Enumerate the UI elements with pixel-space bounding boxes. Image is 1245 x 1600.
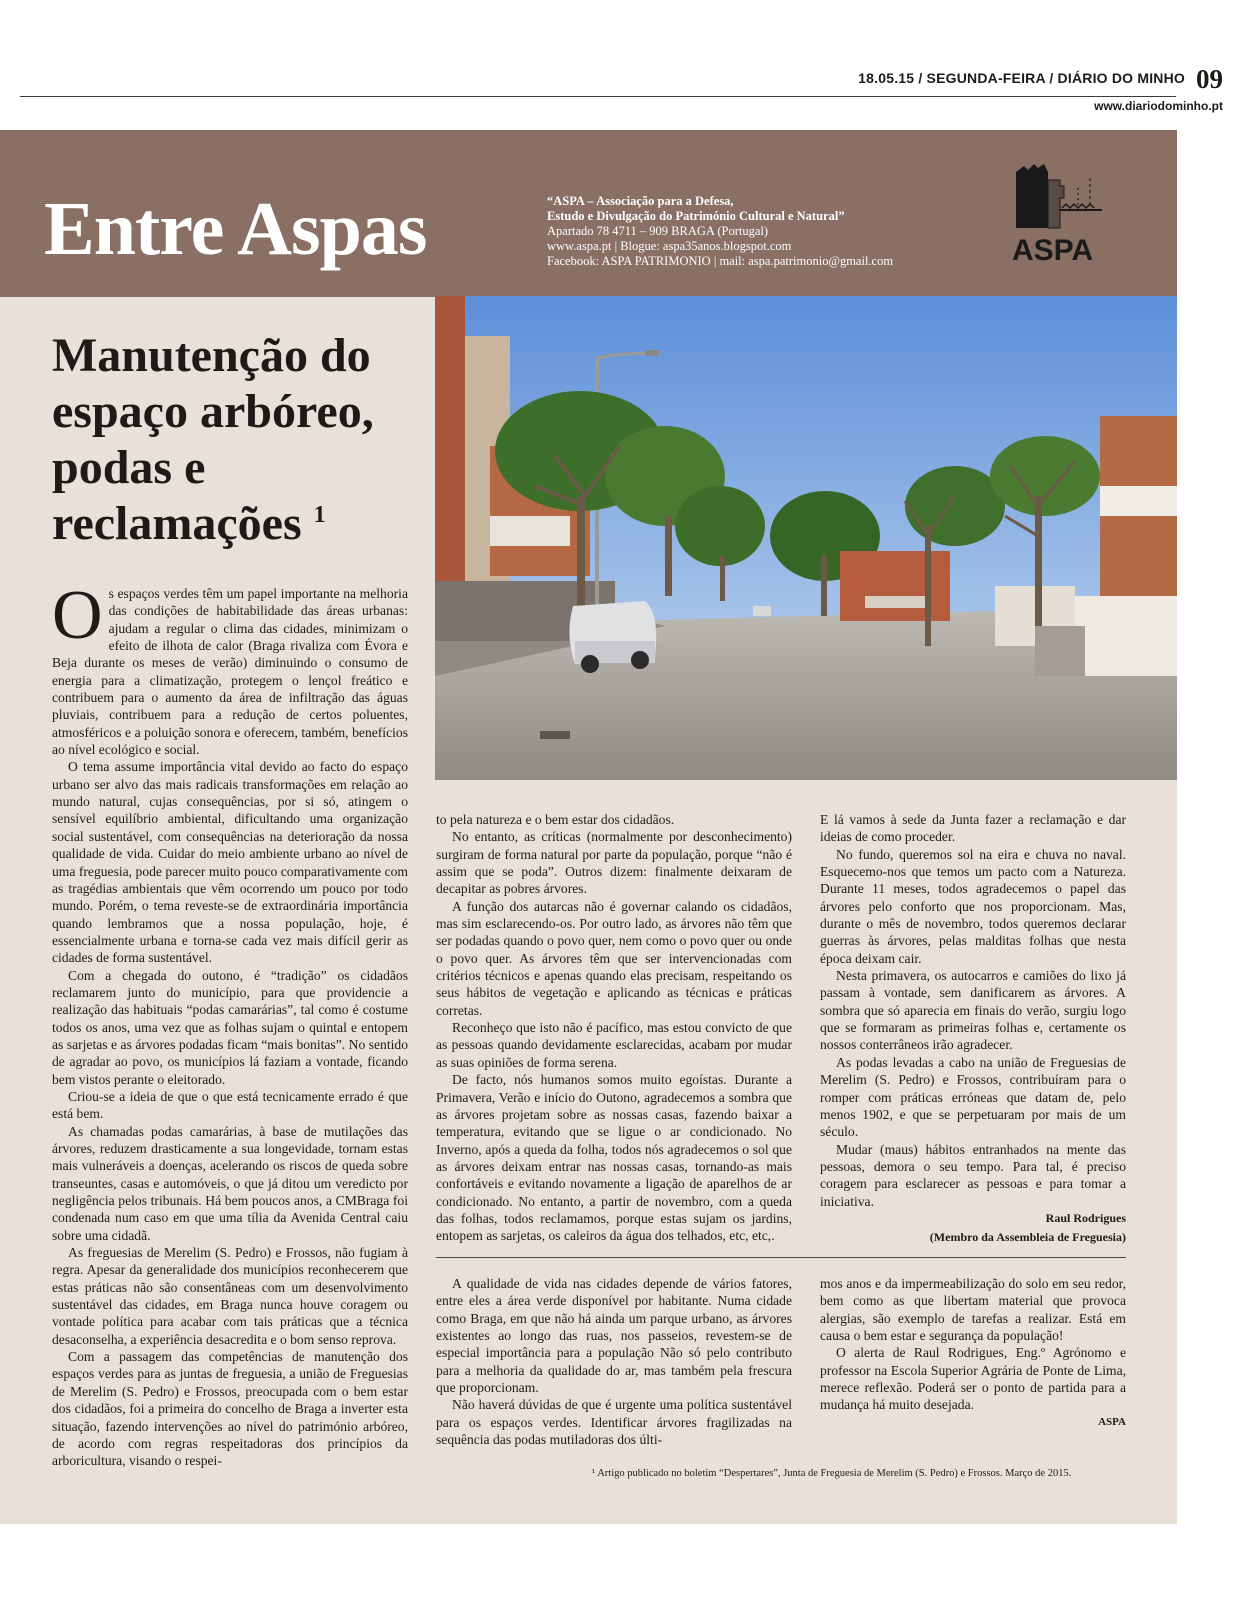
article-column-3 <box>820 811 1126 1247</box>
page-number: 09 <box>1196 64 1223 94</box>
author-name: Raul Rodrigues <box>1045 1210 1126 1225</box>
article-paragraph: As freguesias de Merelim (S. Pedro) e Frossos, não fugiam à regra. Apesar da generalidade dos municípios reconhecerem que estas práticas não são consentâneas com um desenvolvimento sustentável das cidades, em Braga nunca houve coragem ou vontade política para acabar com tais práticas que a técnica desaconselha, a experiência desacredita e o bom senso reprova. <box>52 1245 408 1347</box>
note-paragraph: A qualidade de vida nas cidades depende de vários fatores, entre eles a área verde disponível por habitante. Numa cidade como Braga, em que não há ainda um parque urbano, as árvores existentes ao longo das ruas, nos passeios, revestem-se de especial importância para a população Não só pelo contributo para a melhoria da qualidade do ar, mas também pela frescura que proporcionam. <box>436 1276 792 1396</box>
drop-cap: O <box>52 577 103 654</box>
issue-meta: 18.05.15 / SEGUNDA-FEIRA / DIÁRIO DO MINHO <box>858 70 1185 86</box>
org-address: Apartado 78 4711 – 909 BRAGA (Portugal) <box>547 224 769 238</box>
author-role: (Membro da Assembleia de Freguesia) <box>929 1230 1126 1245</box>
article-paragraph: No entanto, as críticas (normalmente por desconhecimento) surgiram de forma natural por parte da população, porque “não é assim que se poda”. Outros dizem: finalmente deixaram de decapitar as pobres árvores. <box>436 829 792 897</box>
article-paragraph: O tema assume importância vital devido ao facto do espaço urbano ser alvo das mais radicais transformações em relação ao mundo natural, cujas consequências, por si só, atingem o sensível equilíbrio ambiental, dificultando uma organização social sustentável, com consequências na deterioração da nossa qualidade de vida. Cuidar do meio ambiente urbano ao nível de uma freguesia, pode parecer muito pouco comparativamente com as tragédias ambientais que vêm ocorrendo um pouco por todo mundo. Porém, o tema reveste-se de extraordinária importância quando lembramos que a nossa população, hoje, é essencialmente urbana e torna-se cada vez mais difícil gerir as cidades de forma sustentável. <box>52 759 408 966</box>
article-paragraph: Com a chegada do outono, é “tradição” os cidadãos reclamarem junto do município, para que providencie a realização das habituais “podas camarárias”, tal como é costume todos os anos, uma vez que as folhas sujam o quintal e entopem as sarjetas e as árvores podadas ficam “mais bonitas”. No sentido de agradar ao povo, os municípios lá faziam a vontade, ficando bem vistos perante o eleitorado. <box>52 967 408 1087</box>
article-paragraph: Os espaços verdes têm um papel importante na melhoria das condições de habitabilidade das áreas urbanas: ajudam a regular o clima das cidades, minimizam o efeito de ilhota de calor (Braga rivaliza com Évora e Beja durante os meses de verão) diminuindo o consumo de energia para a climatização, protegem o lençol freático e contribuem para o aumento da área de infiltração das águas pluviais, contribuem para a redução de certos poluentes, atmosféricos e a poluição sonora e oferecem, também, benefícios ao nível ecológico e social. <box>52 577 408 758</box>
article-column-1 <box>52 577 408 1470</box>
article-column-2 <box>436 811 792 1245</box>
article-paragraph: to pela natureza e o bem estar dos cidadãos. <box>436 812 675 827</box>
section-divider <box>436 1257 1126 1258</box>
org-web[interactable]: www.aspa.pt | Blogue: aspa35anos.blogspot.com <box>547 239 792 253</box>
org-info <box>547 194 893 269</box>
article-paragraph: Reconheço que isto não é pacífico, mas estou convicto de que as pessoas quando devidamente esclarecidas, acabam por mudar as suas opiniões de forma serena. <box>436 1020 792 1070</box>
section-title: Entre Aspas <box>44 187 427 271</box>
article-paragraph: De facto, nós humanos somos muito egoístas. Durante a Primavera, Verão e início do Outono, agradecemos a sombra que as árvores projetam sobre as nossas casas, fazendo baixar a temperatura, evitando que se ligue o ar condicionado. No Inverno, após a queda da folha, todos nós agradecemos o sol que as árvores deixam entrar nas nossas casas, tornando-as mais confortáveis e evitando novamente a ligação de aparelhos de ar condicionado. No entanto, a partir de novembro, com a queda das folhas, todos reclamamos, porque estas sujam os jardins, entopem as sarjetas, os caleiros da água dos telhados, etc, etc,. <box>436 1072 792 1244</box>
section-banner <box>0 130 1177 297</box>
org-name-line1: “ASPA – Associação para a Defesa, <box>547 194 734 208</box>
article-paragraph: No fundo, queremos sol na eira e chuva no naval. Esquecemo-nos que temos um pacto com a Natureza. Durante 11 meses, todos agradecemos o papel das árvores pelo conforto que nos proporcionam. Mas, durante o mês de novembro, todos queremos declarar guerras às árvores, pelas malditas folhas que nesta época deixam cair. <box>820 846 1126 966</box>
article-paragraph: Mudar (maus) hábitos entranhados na mente das pessoas, demora o seu tempo. Para tal, é preciso coragem para esclarecer as pessoas e para tomar a iniciativa. <box>820 1141 1126 1209</box>
footnote: ¹ Artigo publicado no boletim “Despertares”, Junta de Freguesia de Merelim (S. Pedro) e Frossos. Março de 2015. <box>592 1468 1072 1479</box>
note-paragraph: mos anos e da impermeabilização do solo em seu redor, bem como as que libertam material que provoca alergias, são exemplo de tarefas a realizar. Está em causa o bem estar e segurança da população! <box>820 1276 1126 1344</box>
note-signature: ASPA <box>1098 1415 1126 1428</box>
note-column-1 <box>436 1275 792 1448</box>
org-facebook[interactable]: Facebook: ASPA PATRIMONIO | mail: aspa.patrimonio@gmail.com <box>547 254 894 268</box>
header-rule <box>20 96 1176 97</box>
logo-text: ASPA <box>1012 234 1094 267</box>
article-paragraph: As chamadas podas camarárias, à base de mutilações das árvores, reduzem drasticamente a sua longevidade, tornam estas mais vulneráveis a doenças, acelerando os riscos de queda sobre transeuntes, casas e automóveis, o que já ditou um veredicto por negligência pelos tribunais. Há bem poucos anos, a CMBraga foi condenada num caso em que uma tília da Avenida Central caiu sobre uma cidadã. <box>52 1123 408 1243</box>
article-headline: Manutenção do espaço arbóreo, podas e reclamações $^1$ <box>52 329 374 550</box>
article-paragraph: Criou-se a ideia de que o que está tecnicamente errado é que está bem. <box>52 1088 408 1122</box>
org-name-line2: Estudo e Divulgação do Património Cultural e Natural” <box>547 209 845 223</box>
article-paragraph: E lá vamos à sede da Junta fazer a reclamação e dar ideias de como proceder. <box>820 812 1126 845</box>
note-paragraph: Não haverá dúvidas de que é urgente uma política sustentável para os espaços verdes. Identificar árvores fragilizadas na sequência das podas mutiladoras dos últi- <box>436 1397 792 1448</box>
article-paragraph: Nesta primavera, os autocarros e camiões do lixo já passam à vontade, sem danificarem as árvores. A sombra que só aparecia em finais do verão, surgiu logo que se formaram as primeiras folhas e, certamente os nossos conterrâneos irão agradecer. <box>820 968 1126 1053</box>
page-body <box>0 130 1177 1524</box>
article-paragraph: A função dos autarcas não é governar calando os cidadãos, mas sim esclarecendo-os. Por outro lado, as árvores não têm que ser podadas quando o povo quer, nem como o povo quer ou onde o povo quer. As árvores têm que ser intervencionadas com critérios técnicos e apenas quando elas precisam, respeitando os seus hábitos de vegetação e aplicando as técnicas e práticas corretas. <box>436 898 792 1018</box>
headline-footnote-marker: 1 <box>313 502 326 528</box>
note-paragraph: O alerta de Raul Rodrigues, Eng.º Agrónomo e professor na Escola Superior Agrária de Ponte de Lima, merece reflexão. Poderá ser o ponto de partida para a mudança há muito desejada. <box>820 1345 1126 1413</box>
article-photo <box>435 296 1177 780</box>
website-link[interactable]: www.diariodominho.pt <box>1094 99 1223 113</box>
article-paragraph: Com a passagem das competências de manutenção dos espaços verdes para as juntas de freguesia, a união de Freguesias de Merelim (S. Pedro) e Frossos, preocupada com o bem estar dos cidadãos, foi a primeira do concelho de Braga a inverter esta situação, fazendo intervenções ao nível do património arbóreo, de acordo com regras respeitadoras dos princípios da arboricultura, visando o respei- <box>52 1349 408 1469</box>
note-column-2 <box>820 1275 1126 1431</box>
article-paragraph: As podas levadas a cabo na união de Freguesias de Merelim (S. Pedro) e Frossos, contribuíram para o romper com práticas erróneas que datam de, pelo menos 1902, e que se perpetuaram por mais de um século. <box>820 1054 1126 1140</box>
